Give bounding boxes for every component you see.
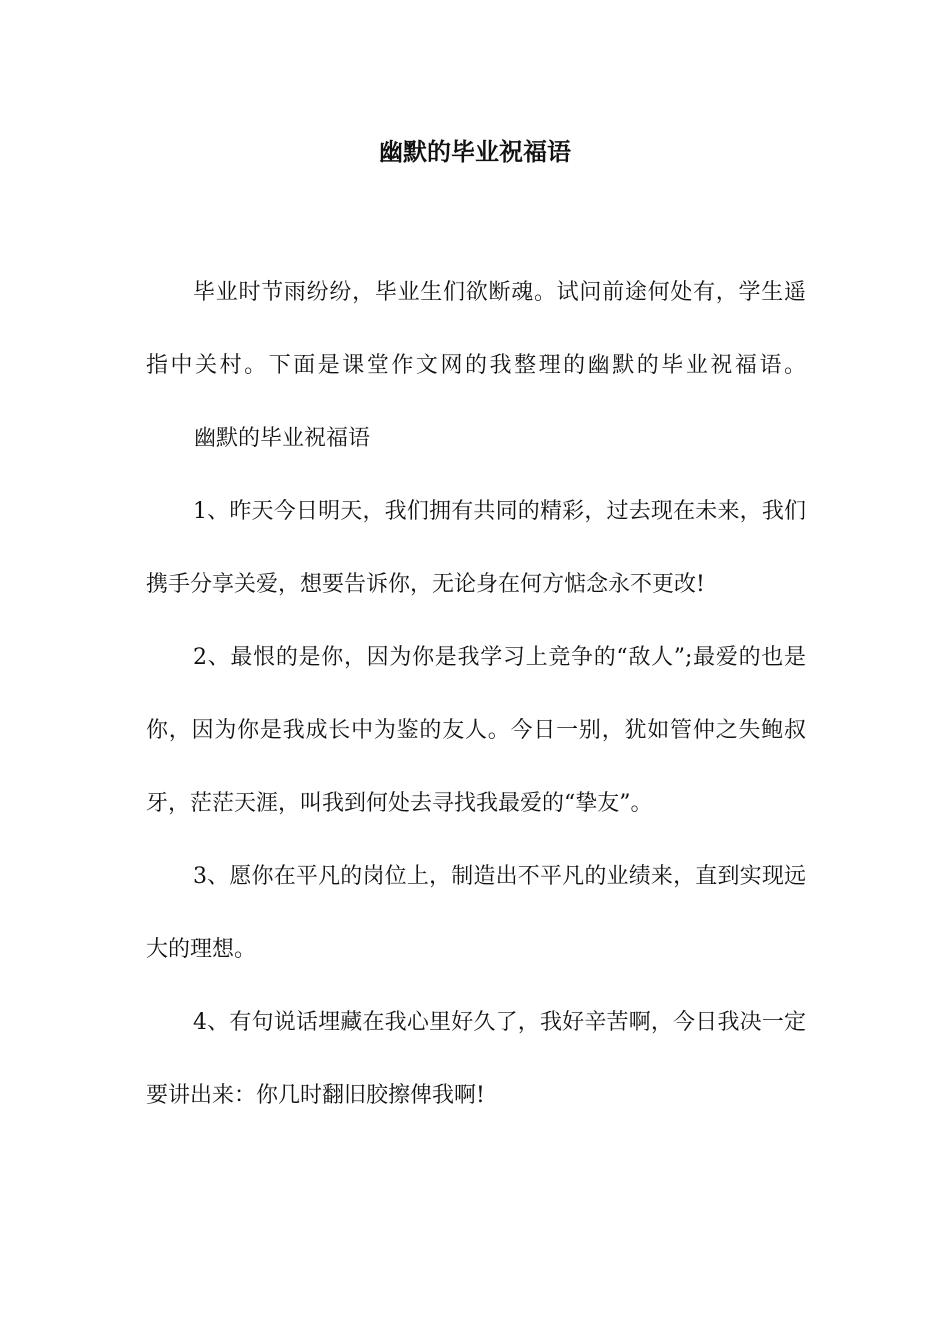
inline-heading: 幽默的毕业祝福语	[194, 426, 371, 451]
list-item: 2、最恨的是你，因为你是我学习上竞争的“敌人”;最爱的也是你，因为你是我成长中为鉴的友人。今日一别，犹如管仲之失鲍叔牙，茫茫天涯，叫我到何处去寻找我最爱的“挚友”。	[146, 645, 806, 816]
list-item: 1、昨天今日明天，我们拥有共同的精彩，过去现在未来，我们携手分享关爱，想要告诉你，无论身在何方惦念永不更改!	[146, 499, 806, 597]
document-title: 幽默的毕业祝福语	[379, 138, 571, 166]
intro-text: 毕业时节雨纷纷，毕业生们欲断魂。试问前途何处有，学生遥指中关村。下面是课堂作文网的我整理的幽默的毕业祝福语。	[146, 280, 806, 378]
list-item: 4、有句说话埋藏在我心里好久了，我好辛苦啊，今日我决一定要讲出来：你几时翻旧胶擦俾我啊!	[146, 1010, 806, 1108]
intro-paragraph	[146, 256, 806, 475]
document-body	[146, 256, 806, 1132]
list-item: 3、愿你在平凡的岗位上，制造出不平凡的业绩来，直到实现远大的理想。	[146, 864, 806, 962]
